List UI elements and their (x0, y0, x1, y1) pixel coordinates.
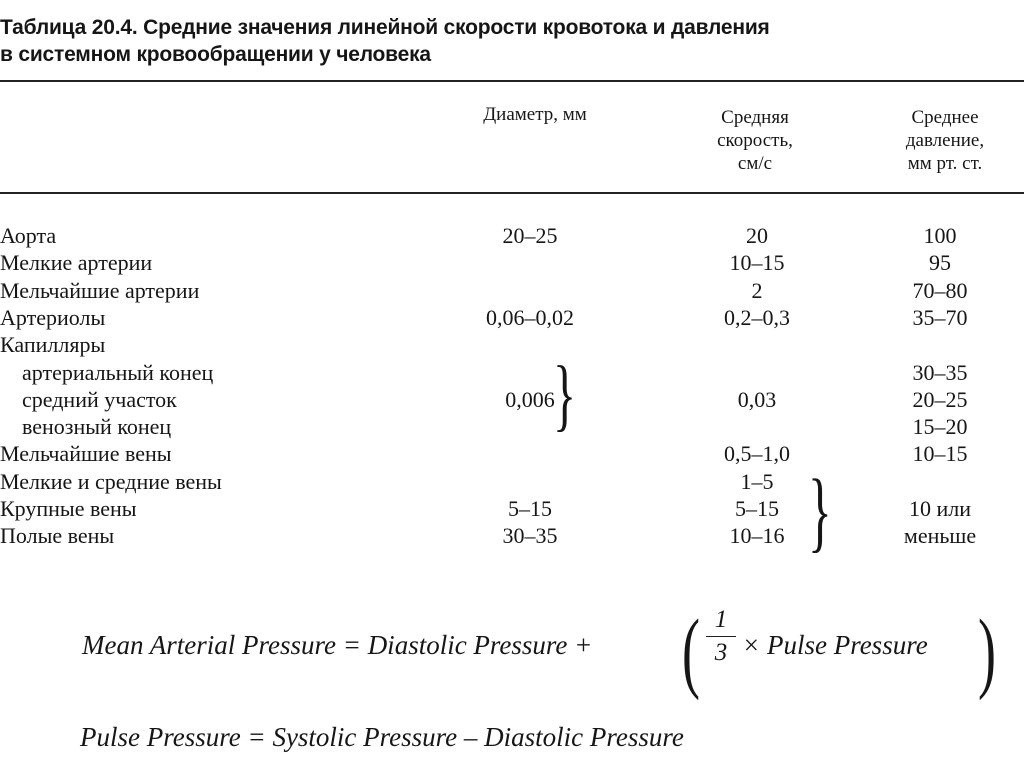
pulse-pressure-term: × Pulse Pressure (742, 630, 928, 660)
right-paren: ) (978, 602, 996, 701)
row-name: Крупные вены (0, 496, 137, 521)
header-rule (0, 192, 1024, 194)
row-pressure: меньше (903, 523, 977, 549)
row-speed: 0,5–1,0 (724, 441, 790, 467)
row-name: артериальный конец (22, 359, 214, 385)
row-name: средний участок (22, 386, 177, 412)
row-pressure: 10 или (908, 496, 972, 521)
row-pressure: 10–15 (912, 441, 968, 467)
left-paren: ( (682, 602, 700, 701)
header-pressure-line: мм рт. ст. (907, 153, 983, 174)
header-pressure-line: давление, (905, 130, 985, 151)
table-title-line-1: Таблица 20.4. Средние значения линейной скорости кровотока и давления (0, 16, 770, 39)
veins-brace: } (808, 462, 832, 561)
header-pressure (870, 106, 1020, 175)
row-name: Мелкие и средние вены (0, 468, 222, 494)
row-speed: 10–16 (729, 523, 785, 549)
fraction-numerator: 1 (714, 606, 728, 633)
row-pressure: 20–25 (912, 386, 968, 412)
top-rule (0, 80, 1024, 82)
row-diameter: 0,006 (505, 386, 555, 412)
row-speed: 2 (751, 277, 763, 303)
row-pressure: 30–35 (912, 359, 968, 385)
row-diameter: 0,06–0,02 (486, 304, 574, 330)
row-speed: 0,2–0,3 (724, 304, 790, 330)
row-speed: 1–5 (740, 468, 774, 494)
row-speed: 5–15 (735, 496, 779, 521)
header-diameter: Диаметр, мм (483, 104, 587, 125)
row-speed: 0,03 (737, 386, 777, 412)
row-pressure: 95 (929, 250, 951, 276)
row-name: венозный конец (22, 414, 172, 440)
fraction-bar (706, 636, 736, 637)
row-name: Капилляры (0, 332, 106, 358)
row-name: Мелкие артерии (0, 250, 153, 276)
row-pressure: 70–80 (912, 277, 968, 303)
fraction-denominator: 3 (714, 639, 728, 666)
row-diameter: 20–25 (502, 223, 558, 248)
table-title-line-2: в системном кровообращении у человека (0, 43, 431, 66)
row-name: Полые вены (0, 523, 115, 549)
mean-arterial-pressure-formula: Mean Arterial Pressure = Diastolic Pressure + (82, 630, 593, 660)
pulse-pressure-formula: Pulse Pressure = Systolic Pressure – Diastolic Pressure (80, 722, 684, 752)
capillaries-brace: } (553, 351, 577, 439)
fraction (706, 606, 736, 667)
header-speed (680, 106, 830, 175)
row-name: Артериолы (0, 304, 106, 330)
row-pressure: 35–70 (912, 304, 968, 330)
row-diameter: 5–15 (508, 496, 552, 521)
header-pressure-line: Среднее (911, 107, 979, 128)
row-speed: 10–15 (729, 250, 785, 276)
row-name: Аорта (0, 223, 57, 248)
row-diameter: 30–35 (502, 523, 558, 549)
row-pressure: 100 (923, 223, 957, 248)
header-speed-line: скорость, (717, 130, 793, 151)
row-name: Мельчайшие вены (0, 441, 172, 467)
row-pressure: 15–20 (912, 414, 968, 440)
row-speed: 20 (746, 223, 768, 248)
row-name: Мельчайшие артерии (0, 277, 200, 303)
header-speed-line: см/с (737, 153, 773, 174)
header-speed-line: Средняя (721, 107, 789, 128)
